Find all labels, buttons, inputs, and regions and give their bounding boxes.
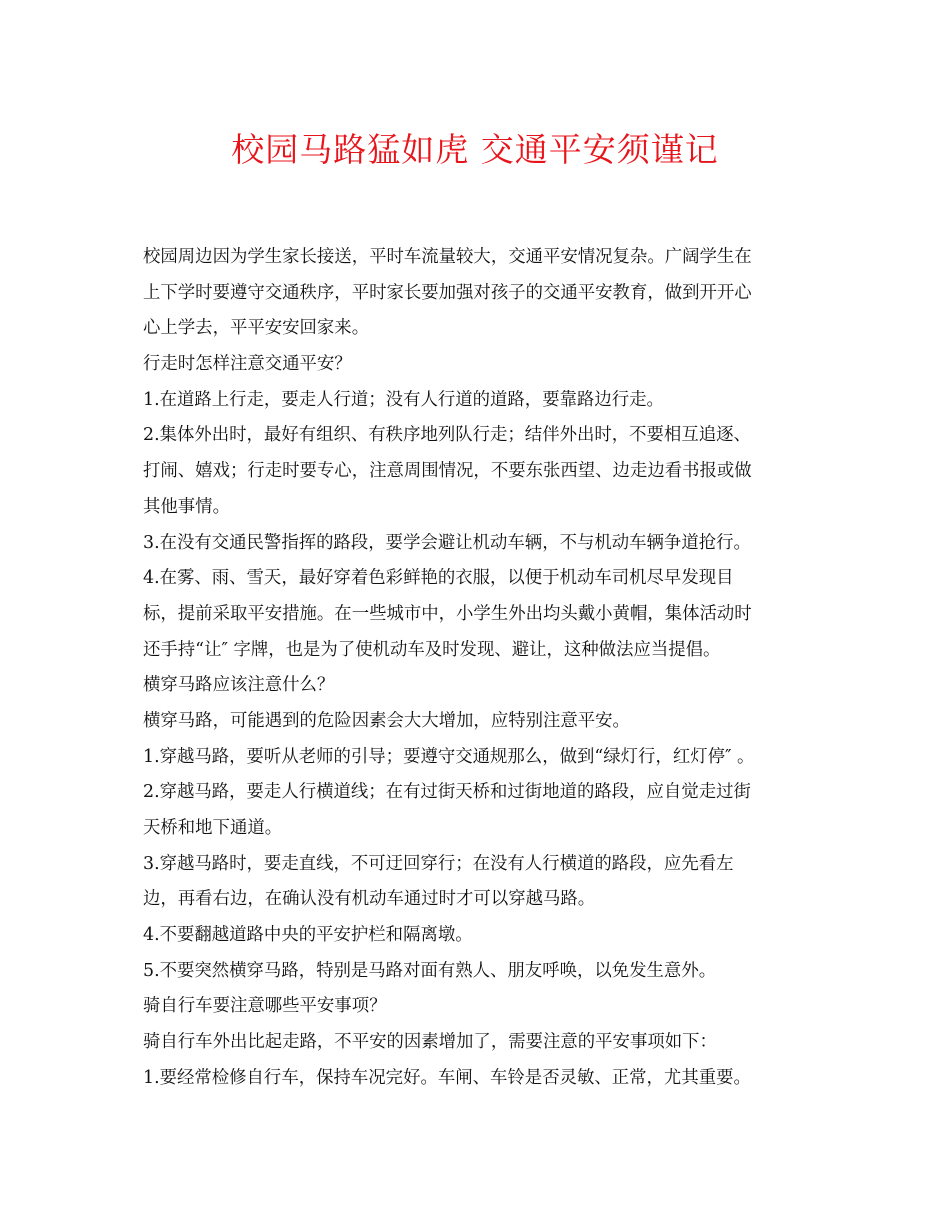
section-heading: 横穿马路应该注意什么？	[143, 675, 335, 696]
body-line: 骑自行车外出比起走路，不平安的因素增加了，需要注意的平安事项如下：	[143, 1032, 717, 1053]
body-line: 边，再看右边，在确认没有机动车通过时才可以穿越马路。	[143, 889, 596, 910]
list-item: 5.不要突然横穿马路，特别是马路对面有熟人、朋友呼唤，以免发生意外。	[143, 960, 717, 981]
document-body	[143, 240, 803, 1097]
body-line: 校园周边因为学生家长接送，平时车流量较大，交通平安情况复杂。广阔学生在	[143, 247, 752, 267]
list-item: 1.穿越马路，要听从老师的引导；要遵守交通规那么，做到“绿灯行，红灯停″ 。	[143, 746, 755, 767]
body-line: 还手持“让″ 字牌，也是为了使机动车及时发现、避让，这种做法应当提倡。	[143, 639, 721, 660]
section-heading: 骑自行车要注意哪些平安事项？	[143, 996, 387, 1017]
body-line: 心上学去，平平安安回家来。	[143, 318, 370, 339]
document-title: 校园马路猛如虎 交通平安须谨记	[231, 130, 719, 169]
list-item: 1.要经常检修自行车，保持车况完好。车闸、车铃是否灵敏、正常，尤其重要。	[143, 1067, 751, 1088]
body-line: 天桥和地下通道。	[143, 818, 283, 838]
list-item: 1.在道路上行走，要走人行道；没有人行道的道路，要靠路边行走。	[143, 389, 664, 410]
list-item: 3.在没有交通民警指挥的路段，要学会避让机动车辆，不与机动车辆争道抢行。	[143, 532, 751, 553]
body-line: 其他事情。	[143, 496, 230, 517]
list-item: 4.在雾、雨、雪天，最好穿着色彩鲜艳的衣服，以便于机动车司机尽早发现目	[143, 568, 734, 589]
list-item: 3.穿越马路时，要走直线，不可迂回穿行；在没有人行横道的路段，应先看左	[143, 853, 734, 874]
section-heading: 行走时怎样注意交通平安？	[143, 354, 352, 375]
list-item: 4.不要翻越道路中央的平安护栏和隔离墩。	[143, 925, 473, 946]
list-item: 2.集体外出时，最好有组织、有秩序地列队行走；结伴外出时，不要相互追逐、	[143, 425, 751, 446]
body-line: 打闹、嬉戏；行走时要专心，注意周围情况，不要东张西望、边走边看书报或做	[143, 461, 752, 482]
body-line: 横穿马路，可能遇到的危险因素会大大增加，应特别注意平安。	[143, 710, 630, 731]
body-line: 标，提前采取平安措施。在一些城市中，小学生外出均头戴小黄帽，集体活动时	[143, 603, 752, 624]
list-item: 2.穿越马路，要走人行横道线；在有过街天桥和过街地道的路段，应自觉走过街	[143, 782, 751, 803]
body-line: 上下学时要遵守交通秩序，平时家长要加强对孩子的交通平安教育，做到开开心	[143, 282, 752, 303]
